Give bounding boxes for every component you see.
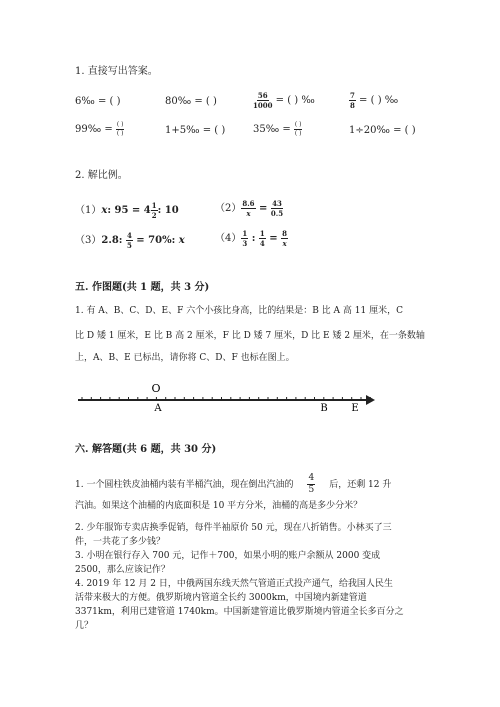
q2-p1-label: （1） <box>75 205 102 216</box>
q2-heading: 2. 解比例。 <box>75 170 128 181</box>
q2-p4-den2: 4 <box>259 239 265 248</box>
q2-p1-num: 1 <box>151 201 157 210</box>
s6-q4-line-2: 活带来极大的方便。俄罗斯境内管道全长约 3000km，中国境内新建管道 <box>75 593 367 603</box>
q1-item-4 <box>349 92 398 109</box>
q1-item-4-den: 8 <box>350 101 355 110</box>
q2-p3-b: = 70%: <box>132 235 179 246</box>
q2-p4-num2: 1 <box>259 229 265 238</box>
q1-item-7-num: ( ) <box>294 121 302 128</box>
q1-item-7 <box>253 122 302 137</box>
q2-p4-den1: 3 <box>242 239 248 248</box>
q2-p1-c: : 10 <box>157 205 179 216</box>
q2-p4-eq: = <box>265 233 282 244</box>
s6-q2-line-1: 2. 少年服饰专卖店换季促销，每件半袖原价 50 元，现在八折销售。小林买了三 <box>75 523 392 533</box>
q1-item-7-den: ( ) <box>294 130 302 137</box>
q1-item-1: 6‰ = ( ) <box>75 96 121 107</box>
q1-item-5-pre: 99‰ = <box>75 124 116 135</box>
s6-q1-den: 5 <box>308 485 315 495</box>
number-line <box>70 378 380 418</box>
s6-q1-b: 后，还剩 12 升 <box>329 480 392 490</box>
q2-problem-3 <box>75 231 185 249</box>
q2-problem-4 <box>215 229 288 247</box>
q1-item-5-den: ( ) <box>116 130 124 137</box>
q2-p4-num1: 1 <box>242 229 248 238</box>
q2-p4-colon: : <box>248 233 259 244</box>
section-5-line-3: 上，A、B、E 已标出，请你将 C、D、F 也标在图上。 <box>75 353 295 363</box>
q1-heading: 1. 直接写出答案。 <box>75 66 158 77</box>
q2-p2-eq: = <box>255 203 271 214</box>
q2-p1-b: : 95 = 4 <box>107 205 151 216</box>
q2-p2-label: （2） <box>215 203 242 214</box>
q2-p3-den: 5 <box>126 241 132 250</box>
s6-q4-line-3: 3371km，利用已建管道 1740km。中国新建管道比俄罗斯境内管道全长多百分之 <box>75 607 404 617</box>
q1-item-8: 1÷20‰ = ( ) <box>349 125 416 136</box>
section-5-title: 五. 作图题(共 1 题，共 3 分) <box>75 282 210 293</box>
point-label-e: E <box>351 403 359 414</box>
q1-item-6: 1+5‰ = ( ) <box>165 125 226 136</box>
q2-problem-2 <box>215 199 283 217</box>
s6-q1-a: 1. 一个圆柱铁皮油桶内装有半桶汽油，现在倒出汽油的 <box>75 480 294 490</box>
q2-p3-num: 4 <box>126 231 132 240</box>
q2-p1-x: x <box>101 205 108 216</box>
s6-q1-line-2: 汽油。如果这个油桶的内底面积是 10 平方分米，油桶的高是多少分米？ <box>75 501 363 511</box>
s6-q4-line-1: 4. 2019 年 12 月 2 日，中俄两国东线天然气管道正式投产通气，给我国人民生 <box>75 579 393 589</box>
section-5-line-2: 比 D 矮 1 厘米，E 比 B 高 2 厘米，F 比 D 矮 7 厘米，D 比 E 矮 2 厘米，在一条数轴 <box>75 331 425 341</box>
q2-p1-den: 2 <box>151 211 157 220</box>
q1-item-3-den: 1000 <box>253 101 273 110</box>
point-label-b: B <box>320 403 328 414</box>
q2-p3-a: 2.8: <box>101 235 126 246</box>
section-5-line-1: 1. 有 A、B、C、D、E、F 六个小孩比身高，比的结果是：B 比 A 高 11 厘米，C <box>75 306 403 316</box>
s6-q1-line-1 <box>75 474 391 495</box>
q2-p2-num: 8.6 <box>242 199 255 208</box>
q2-p2-den2: 0.5 <box>270 209 284 218</box>
q1-item-5-num: ( ) <box>116 121 124 128</box>
q1-item-3-rest: = ( ) ‰ <box>272 95 315 106</box>
s6-q1-num: 4 <box>308 473 315 483</box>
q2-p4-den3: x <box>282 239 287 248</box>
s6-q3-line-2: 2500，那么应该记作？ <box>75 565 170 575</box>
point-label-a: A <box>154 403 162 414</box>
section-6-title: 六. 解答题(共 6 题，共 30 分) <box>75 444 217 455</box>
q2-p3-x: x <box>178 235 185 246</box>
q2-problem-1 <box>75 201 179 219</box>
origin-label: O <box>151 382 161 395</box>
q2-p4-num3: 8 <box>282 229 287 238</box>
q2-p4-label: （4） <box>215 233 242 244</box>
q1-item-4-num: 7 <box>350 91 355 100</box>
q1-item-7-pre: 35‰ = <box>253 124 294 135</box>
q1-item-2: 80‰ = ( ) <box>165 96 217 107</box>
q2-p3-label: （3） <box>75 235 102 246</box>
s6-q4-line-4: 几？ <box>75 621 94 631</box>
s6-q3-line-1: 3. 小明在银行存入 700 元，记作＋700，如果小明的账户余额从 2000 变成 <box>75 551 381 561</box>
s6-q2-line-2: 件，一共花了多少钱？ <box>75 537 166 547</box>
q2-p2-num2: 43 <box>272 199 282 208</box>
q1-item-3-num: 56 <box>257 91 268 100</box>
q1-item-3 <box>253 92 315 109</box>
q1-item-4-rest: = ( ) ‰ <box>355 95 399 106</box>
q2-p2-den: x <box>246 209 251 218</box>
q1-item-5 <box>75 122 124 137</box>
